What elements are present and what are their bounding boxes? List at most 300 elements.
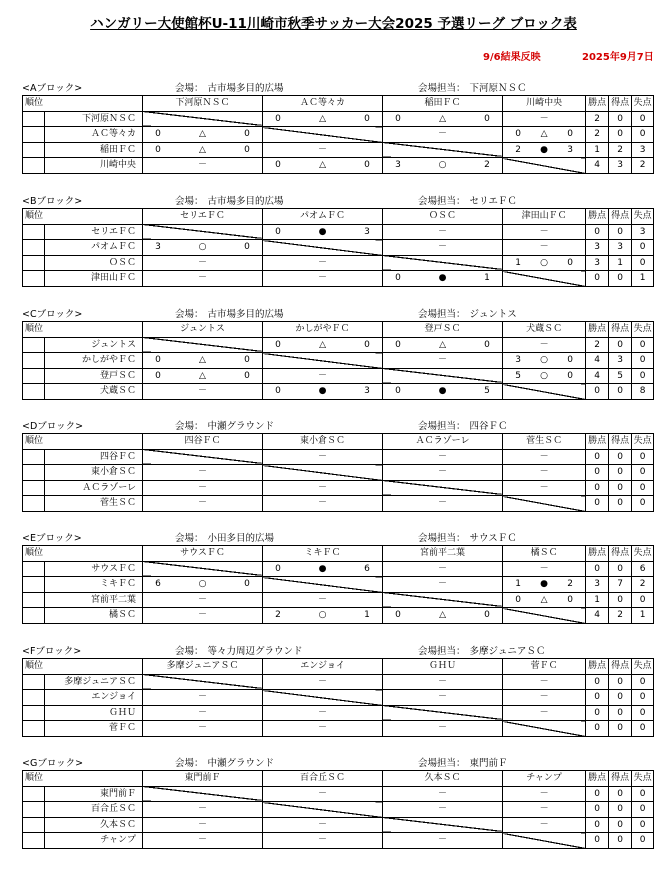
goals-against-cell: 3 — [632, 142, 654, 158]
points-cell: 0 — [586, 674, 609, 690]
self-match-cell — [503, 608, 586, 624]
stat-header: 勝点 — [586, 659, 609, 675]
goals-against-cell: 8 — [632, 384, 654, 400]
goals-for: 0 — [395, 273, 401, 284]
points-cell: 1 — [586, 592, 609, 608]
unplayed-cell: － — [143, 592, 263, 608]
goals-against-cell: 1 — [632, 608, 654, 624]
goals-against-cell: 1 — [632, 271, 654, 287]
block-venue — [175, 418, 274, 432]
row-team-name: 稲田ＦＣ — [45, 142, 143, 158]
result-cell — [263, 111, 383, 127]
goals-against-cell: 0 — [632, 496, 654, 512]
goals-against-cell: 0 — [632, 802, 654, 818]
result-cell — [143, 368, 263, 384]
rank-cell — [23, 721, 45, 737]
match-result — [143, 577, 262, 591]
self-match-cell — [143, 561, 263, 577]
column-team-header: ＡＣ等々カ — [263, 96, 383, 112]
match-symbol: ○ — [198, 242, 207, 253]
rank-header: 順位 — [23, 659, 143, 675]
venue-label: 会場： — [175, 646, 204, 657]
row-team-name: チャンプ — [45, 833, 143, 849]
rank-cell — [23, 449, 45, 465]
self-match-cell — [143, 111, 263, 127]
goals-for: 0 — [395, 113, 401, 124]
row-team-name: セリエＦＣ — [45, 224, 143, 240]
goals-for: 0 — [275, 160, 281, 171]
manager-value: 東門前Ｆ — [469, 758, 508, 769]
venue-label: 会場： — [175, 196, 204, 207]
rank-cell — [23, 577, 45, 593]
goals-against: 0 — [244, 579, 250, 590]
goals-for-cell: 0 — [609, 690, 632, 706]
team-row — [23, 337, 654, 353]
goals-for-cell: 0 — [609, 111, 632, 127]
rank-cell — [23, 353, 45, 369]
unplayed-cell: － — [503, 817, 586, 833]
unplayed-cell: － — [383, 577, 503, 593]
goals-for-cell: 0 — [609, 384, 632, 400]
team-row — [23, 224, 654, 240]
manager-value: セリエＦＣ — [469, 196, 517, 207]
unplayed-cell: － — [383, 449, 503, 465]
team-row — [23, 465, 654, 481]
column-team-header: 津田山ＦＣ — [503, 209, 586, 225]
points-cell: 0 — [586, 224, 609, 240]
venue-value: 小田多目的広場 — [207, 533, 275, 544]
result-cell — [383, 111, 503, 127]
match-symbol: ● — [438, 386, 447, 397]
match-result — [503, 369, 585, 383]
venue-label: 会場： — [175, 421, 204, 432]
self-match-cell — [383, 705, 503, 721]
rank-cell — [23, 271, 45, 287]
block-header — [22, 530, 578, 545]
row-team-name: 多摩ジュニアＳＣ — [45, 674, 143, 690]
unplayed-cell: － — [383, 224, 503, 240]
row-team-name: 宮前平二葉 — [45, 592, 143, 608]
unplayed-cell: － — [263, 705, 383, 721]
stat-header: 勝点 — [586, 546, 609, 562]
goals-for: 3 — [395, 160, 401, 171]
row-team-name: 久本ＳＣ — [45, 817, 143, 833]
goals-for: 0 — [275, 226, 281, 237]
goals-against: 1 — [484, 273, 490, 284]
rank-cell — [23, 608, 45, 624]
row-team-name: ＯＳＣ — [45, 255, 143, 271]
rank-header: 順位 — [23, 546, 143, 562]
result-cell — [263, 608, 383, 624]
column-team-header: ＧＨＵ — [383, 659, 503, 675]
rank-cell — [23, 786, 45, 802]
match-result — [503, 127, 585, 141]
points-cell: 4 — [586, 368, 609, 384]
goals-against: 0 — [484, 113, 490, 124]
row-team-name: 東小倉ＳＣ — [45, 465, 143, 481]
goals-for-cell: 0 — [609, 674, 632, 690]
column-team-header: 東小倉ＳＣ — [263, 434, 383, 450]
match-result — [383, 384, 502, 398]
manager-label: 会場担当： — [418, 83, 466, 94]
block-name: <Fブロック> — [22, 646, 82, 657]
goals-against-cell: 2 — [632, 158, 654, 174]
standings-table — [22, 658, 654, 737]
header-row — [23, 96, 654, 112]
block-header — [22, 418, 578, 433]
row-team-name: 四谷ＦＣ — [45, 449, 143, 465]
result-cell — [143, 240, 263, 256]
rank-cell — [23, 480, 45, 496]
team-row — [23, 592, 654, 608]
unplayed-cell: － — [503, 705, 586, 721]
match-symbol: △ — [540, 129, 548, 140]
stat-header: 失点 — [632, 771, 654, 787]
goals-against-cell: 0 — [632, 705, 654, 721]
goals-for-cell: 0 — [609, 561, 632, 577]
goals-for-cell: 0 — [609, 337, 632, 353]
self-match-cell — [383, 592, 503, 608]
row-team-name: パオムＦＣ — [45, 240, 143, 256]
match-result — [383, 338, 502, 352]
stat-header: 得点 — [609, 434, 632, 450]
unplayed-cell: － — [143, 384, 263, 400]
self-match-cell — [143, 337, 263, 353]
block-manager — [418, 306, 517, 320]
goals-against-cell: 0 — [632, 449, 654, 465]
rank-cell — [23, 802, 45, 818]
block-manager — [418, 530, 517, 544]
goals-for: 5 — [515, 370, 521, 381]
self-match-cell — [143, 786, 263, 802]
goals-against-cell: 0 — [632, 480, 654, 496]
column-team-header: エンジョイ — [263, 659, 383, 675]
self-match-cell — [263, 690, 383, 706]
result-cell — [143, 353, 263, 369]
column-team-header: 多摩ジュニアＳＣ — [143, 659, 263, 675]
team-row — [23, 496, 654, 512]
venue-value: 古市場多目的広場 — [207, 309, 284, 320]
goals-for-cell: 0 — [609, 786, 632, 802]
stat-header: 失点 — [632, 434, 654, 450]
rank-cell — [23, 111, 45, 127]
result-cell — [503, 142, 586, 158]
unplayed-cell: － — [263, 496, 383, 512]
goals-against: 0 — [567, 594, 573, 605]
match-result — [383, 271, 502, 285]
points-cell: 0 — [586, 721, 609, 737]
goals-for: 0 — [515, 129, 521, 140]
points-cell: 2 — [586, 127, 609, 143]
result-cell — [263, 158, 383, 174]
unplayed-cell: － — [263, 255, 383, 271]
goals-against: 3 — [364, 226, 370, 237]
row-team-name: 登戸ＳＣ — [45, 368, 143, 384]
unplayed-cell: － — [143, 465, 263, 481]
points-cell: 0 — [586, 786, 609, 802]
block-section — [22, 755, 652, 849]
unplayed-cell: － — [503, 674, 586, 690]
goals-for-cell: 3 — [609, 158, 632, 174]
block-name: <Bブロック> — [22, 196, 83, 207]
match-result — [383, 608, 502, 622]
goals-for-cell: 0 — [609, 833, 632, 849]
header-row — [23, 659, 654, 675]
column-team-header: ミキＦＣ — [263, 546, 383, 562]
unplayed-cell: － — [263, 721, 383, 737]
row-team-name: ジュントス — [45, 337, 143, 353]
unplayed-cell: － — [143, 802, 263, 818]
stat-header: 失点 — [632, 209, 654, 225]
match-result — [503, 577, 585, 591]
unplayed-cell: － — [143, 496, 263, 512]
team-row — [23, 674, 654, 690]
points-cell: 0 — [586, 480, 609, 496]
goals-for: 0 — [275, 113, 281, 124]
unplayed-cell: － — [263, 368, 383, 384]
column-team-header: 東門前Ｆ — [143, 771, 263, 787]
match-result — [263, 608, 382, 622]
goals-for: 2 — [275, 610, 281, 621]
manager-value: 多摩ジュニアＳＣ — [469, 646, 546, 657]
unplayed-cell: － — [503, 786, 586, 802]
standings-table — [22, 545, 654, 624]
points-cell: 0 — [586, 705, 609, 721]
block-name: <Aブロック> — [22, 83, 83, 94]
team-row — [23, 721, 654, 737]
match-symbol: △ — [439, 610, 446, 621]
report-date: 2025年9月7日 — [582, 52, 654, 63]
unplayed-cell: － — [143, 705, 263, 721]
column-team-header: 登戸ＳＣ — [383, 322, 503, 338]
self-match-cell — [143, 224, 263, 240]
team-row — [23, 158, 654, 174]
rank-cell — [23, 240, 45, 256]
goals-for-cell: 2 — [609, 142, 632, 158]
goals-against: 0 — [364, 113, 370, 124]
goals-for-cell: 0 — [609, 817, 632, 833]
column-team-header: 百合丘ＳＣ — [263, 771, 383, 787]
venue-label: 会場： — [175, 533, 204, 544]
column-team-header: セリエＦＣ — [143, 209, 263, 225]
goals-for-cell: 3 — [609, 353, 632, 369]
goals-against: 2 — [484, 160, 490, 171]
block-manager — [418, 80, 527, 94]
unplayed-cell: － — [143, 608, 263, 624]
self-match-cell — [503, 496, 586, 512]
team-row — [23, 353, 654, 369]
column-team-header: パオムＦＣ — [263, 209, 383, 225]
goals-for: 0 — [395, 610, 401, 621]
self-match-cell — [383, 142, 503, 158]
team-row — [23, 368, 654, 384]
match-symbol: ● — [318, 563, 327, 574]
goals-for: 0 — [275, 386, 281, 397]
self-match-cell — [263, 802, 383, 818]
unplayed-cell: － — [143, 271, 263, 287]
stat-header: 得点 — [609, 771, 632, 787]
stat-header: 得点 — [609, 96, 632, 112]
goals-for: 0 — [515, 594, 521, 605]
match-symbol: ● — [438, 273, 447, 284]
unplayed-cell: － — [383, 465, 503, 481]
match-result — [143, 240, 262, 254]
unplayed-cell: － — [383, 674, 503, 690]
block-header — [22, 755, 578, 770]
row-team-name: ＡＣ等々カ — [45, 127, 143, 143]
result-cell — [143, 142, 263, 158]
manager-value: ジュントス — [469, 309, 517, 320]
points-cell: 3 — [586, 255, 609, 271]
row-team-name: ミキＦＣ — [45, 577, 143, 593]
team-row — [23, 127, 654, 143]
match-symbol: △ — [199, 370, 206, 381]
stat-header: 失点 — [632, 546, 654, 562]
points-cell: 0 — [586, 384, 609, 400]
header-row — [23, 322, 654, 338]
team-row — [23, 480, 654, 496]
stat-header: 勝点 — [586, 771, 609, 787]
unplayed-cell: － — [383, 127, 503, 143]
points-cell: 0 — [586, 690, 609, 706]
goals-for: 6 — [155, 579, 161, 590]
result-cell — [383, 337, 503, 353]
unplayed-cell: － — [143, 817, 263, 833]
column-team-header: 宮前平二葉 — [383, 546, 503, 562]
rank-header: 順位 — [23, 96, 143, 112]
block-name: <Dブロック> — [22, 421, 84, 432]
self-match-cell — [263, 353, 383, 369]
goals-for-cell: 1 — [609, 255, 632, 271]
row-team-name: 菅ＦＣ — [45, 721, 143, 737]
goals-against-cell: 0 — [632, 833, 654, 849]
venue-label: 会場： — [175, 83, 204, 94]
goals-against: 0 — [567, 355, 573, 366]
column-team-header: ＡＣラゾーレ — [383, 434, 503, 450]
match-result — [263, 384, 382, 398]
stat-header: 失点 — [632, 322, 654, 338]
column-team-header: 菅生ＳＣ — [503, 434, 586, 450]
row-team-name: 菅生ＳＣ — [45, 496, 143, 512]
unplayed-cell: － — [383, 240, 503, 256]
self-match-cell — [263, 465, 383, 481]
standings-table — [22, 95, 654, 174]
stat-header: 失点 — [632, 96, 654, 112]
match-symbol: △ — [319, 160, 326, 171]
header-row — [23, 434, 654, 450]
points-cell: 3 — [586, 577, 609, 593]
goals-against: 1 — [364, 610, 370, 621]
self-match-cell — [503, 158, 586, 174]
block-venue — [175, 643, 303, 657]
goals-against: 3 — [364, 386, 370, 397]
unplayed-cell: － — [383, 802, 503, 818]
goals-against: 0 — [484, 339, 490, 350]
goals-for-cell: 7 — [609, 577, 632, 593]
points-cell: 3 — [586, 240, 609, 256]
goals-for: 3 — [515, 355, 521, 366]
points-cell: 0 — [586, 496, 609, 512]
team-row — [23, 142, 654, 158]
goals-against-cell: 3 — [632, 224, 654, 240]
unplayed-cell: － — [383, 561, 503, 577]
points-cell: 1 — [586, 142, 609, 158]
unplayed-cell: － — [143, 833, 263, 849]
stat-header: 勝点 — [586, 434, 609, 450]
team-row — [23, 271, 654, 287]
goals-against: 5 — [484, 386, 490, 397]
team-row — [23, 255, 654, 271]
goals-against-cell: 0 — [632, 337, 654, 353]
team-row — [23, 817, 654, 833]
team-row — [23, 449, 654, 465]
match-symbol: ● — [318, 226, 327, 237]
goals-against-cell: 0 — [632, 465, 654, 481]
self-match-cell — [383, 368, 503, 384]
block-name: <Gブロック> — [22, 758, 84, 769]
column-team-header: ＯＳＣ — [383, 209, 503, 225]
header-row — [23, 209, 654, 225]
self-match-cell — [503, 271, 586, 287]
goals-for: 0 — [155, 355, 161, 366]
unplayed-cell: － — [263, 480, 383, 496]
manager-label: 会場担当： — [418, 196, 466, 207]
match-symbol: ● — [318, 386, 327, 397]
goals-against-cell: 0 — [632, 127, 654, 143]
block-venue — [175, 306, 284, 320]
block-venue — [175, 80, 284, 94]
rank-cell — [23, 337, 45, 353]
team-row — [23, 608, 654, 624]
rank-header: 順位 — [23, 771, 143, 787]
column-team-header: かしがやＦＣ — [263, 322, 383, 338]
goals-for-cell: 2 — [609, 608, 632, 624]
goals-against-cell: 2 — [632, 577, 654, 593]
result-cell — [503, 255, 586, 271]
match-symbol: ● — [540, 579, 548, 590]
unplayed-cell: － — [263, 142, 383, 158]
unplayed-cell: － — [143, 255, 263, 271]
result-cell — [143, 127, 263, 143]
block-name: <Eブロック> — [22, 533, 82, 544]
unplayed-cell: － — [503, 224, 586, 240]
rank-header: 順位 — [23, 322, 143, 338]
column-team-header: 橘ＳＣ — [503, 546, 586, 562]
unplayed-cell: － — [383, 786, 503, 802]
manager-label: 会場担当： — [418, 309, 466, 320]
standings-table — [22, 770, 654, 849]
match-symbol: △ — [439, 339, 446, 350]
row-team-name: 下河原ＮＳＣ — [45, 111, 143, 127]
block-section — [22, 530, 652, 624]
self-match-cell — [503, 384, 586, 400]
result-cell — [383, 271, 503, 287]
goals-for-cell: 0 — [609, 127, 632, 143]
venue-label: 会場： — [175, 309, 204, 320]
result-cell — [263, 561, 383, 577]
result-cell — [383, 158, 503, 174]
block-venue — [175, 193, 284, 207]
rank-cell — [23, 224, 45, 240]
row-team-name: エンジョイ — [45, 690, 143, 706]
result-cell — [503, 368, 586, 384]
match-symbol: △ — [319, 339, 326, 350]
column-team-header: チャンプ — [503, 771, 586, 787]
goals-for-cell: 3 — [609, 240, 632, 256]
unplayed-cell: － — [263, 271, 383, 287]
self-match-cell — [263, 240, 383, 256]
match-symbol: ● — [540, 144, 548, 155]
